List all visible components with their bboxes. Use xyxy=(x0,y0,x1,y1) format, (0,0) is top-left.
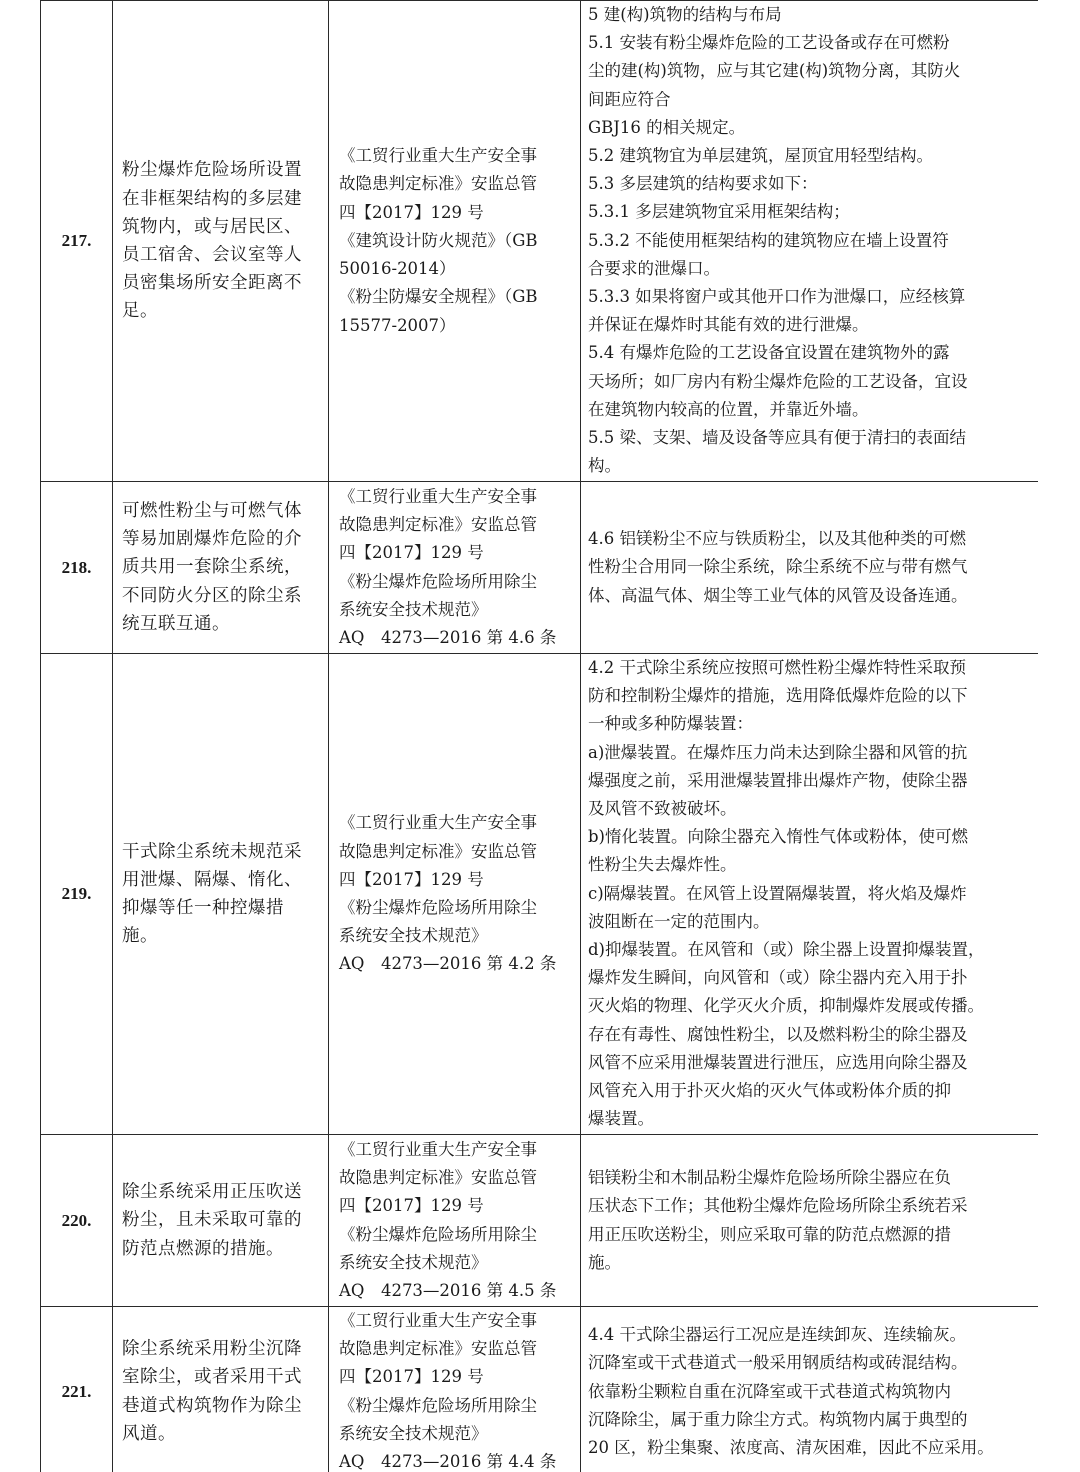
hazard-description-cell xyxy=(113,654,329,1135)
requirement-line: 合要求的泄爆口。 xyxy=(588,258,720,278)
requirement-line: GBJ16 的相关规定。 xyxy=(588,117,746,137)
requirement-line: 在建筑物内较高的位置，并靠近外墙。 xyxy=(588,399,869,419)
hazard-description-line: 等易加剧爆炸危险的介 xyxy=(122,529,302,550)
legal-basis-line: AQ 4273—2016 第 4.4 条 xyxy=(339,1452,557,1472)
table-row xyxy=(41,1307,1039,1472)
hazard-description-line: 粉尘爆炸危险场所设置 xyxy=(122,160,302,181)
requirement-cell xyxy=(581,654,1039,1135)
hazard-description-line: 足。 xyxy=(122,301,158,322)
requirement-line: c)隔爆装置。在风管上设置隔爆装置，将火焰及爆炸 xyxy=(588,883,967,903)
requirement-line: b)惰化装置。向除尘器充入惰性气体或粉体，使可燃 xyxy=(588,827,968,847)
requirement-line: 一种或多种防爆装置： xyxy=(588,714,753,734)
legal-basis-line: 四【2017】129 号 xyxy=(339,1367,484,1387)
table-row xyxy=(41,1135,1039,1307)
requirement-line: 压状态下工作；其他粉尘爆炸危险场所除尘系统若采 xyxy=(588,1196,968,1216)
item-number: 221. xyxy=(41,1307,113,1472)
legal-basis-line: 《建筑设计防火规范》（GB xyxy=(339,230,538,250)
requirement-line: 性粉尘合用同一除尘系统，除尘系统不应与带有燃气 xyxy=(588,557,968,577)
hazard-description-line: 施。 xyxy=(122,926,158,947)
legal-basis-line: 系统安全技术规范》 xyxy=(339,1252,488,1272)
hazard-description-line: 粉尘，且未采取可靠的 xyxy=(122,1210,302,1231)
requirement-line: 5.4 有爆炸危险的工艺设备宜设置在建筑物外的露 xyxy=(588,343,950,363)
requirement-line: 尘的建(构)筑物，应与其它建(构)筑物分离，其防火 xyxy=(588,61,961,81)
hazard-description-line: 用泄爆、隔爆、惰化、 xyxy=(122,869,302,890)
requirement-line: 灭火焰的物理、化学灭火介质，抑制爆炸发展或传播。 xyxy=(588,996,984,1016)
requirement-line: 爆强度之前，采用泄爆装置排出爆炸产物，使除尘器 xyxy=(588,770,968,790)
requirement-line: 天场所；如厂房内有粉尘爆炸危险的工艺设备，宜设 xyxy=(588,371,968,391)
hazard-description-line: 除尘系统采用正压吹送 xyxy=(122,1182,302,1203)
table-row xyxy=(41,654,1039,1135)
requirement-line: 施。 xyxy=(588,1252,621,1272)
legal-basis-line: 《粉尘爆炸危险场所用除尘 xyxy=(339,571,537,591)
requirement-line: 性粉尘失去爆炸性。 xyxy=(588,855,737,875)
legal-basis-line: 《工贸行业重大生产安全事 xyxy=(339,486,537,506)
document-page xyxy=(40,0,1038,1472)
hazard-description-line: 防范点燃源的措施。 xyxy=(122,1238,284,1259)
requirement-line: 4.4 干式除尘器运行工况应是连续卸灰、连续输灰。 xyxy=(588,1325,966,1345)
requirement-line: 4.6 铝镁粉尘不应与铁质粉尘，以及其他种类的可燃 xyxy=(588,529,966,549)
legal-basis-line: 50016-2014） xyxy=(339,259,456,279)
requirement-line: 5.3 多层建筑的结构要求如下： xyxy=(588,174,818,194)
legal-basis-line: 故隐患判定标准》安监总管 xyxy=(339,174,537,194)
item-number: 220. xyxy=(41,1135,113,1307)
legal-basis-line: 故隐患判定标准》安监总管 xyxy=(339,1168,537,1188)
hazard-description-line: 可燃性粉尘与可燃气体 xyxy=(122,500,302,521)
hazard-description-line: 除尘系统采用粉尘沉降 xyxy=(122,1339,302,1360)
legal-basis-line: 故隐患判定标准》安监总管 xyxy=(339,841,537,861)
hazard-description-cell xyxy=(113,1307,329,1472)
hazard-table xyxy=(40,0,1038,1472)
requirement-cell xyxy=(581,482,1039,654)
legal-basis-cell xyxy=(329,482,581,654)
requirement-line: 体、高温气体、烟尘等工业气体的风管及设备连通。 xyxy=(588,585,968,605)
legal-basis-cell xyxy=(329,654,581,1135)
table-row xyxy=(41,1,1039,482)
legal-basis-line: 《粉尘爆炸危险场所用除尘 xyxy=(339,1224,537,1244)
requirement-cell xyxy=(581,1135,1039,1307)
legal-basis-line: 《粉尘防爆安全规程》（GB xyxy=(339,287,538,307)
requirement-line: 波阻断在一定的范围内。 xyxy=(588,911,770,931)
legal-basis-cell xyxy=(329,1135,581,1307)
hazard-description-line: 质共用一套除尘系统， xyxy=(122,557,302,578)
hazard-table-body xyxy=(41,1,1039,1472)
legal-basis-line: 故隐患判定标准》安监总管 xyxy=(339,515,537,535)
legal-basis-line: 四【2017】129 号 xyxy=(339,543,484,563)
legal-basis-line: 《工贸行业重大生产安全事 xyxy=(339,146,537,166)
hazard-description-line: 巷道式构筑物作为除尘 xyxy=(122,1395,302,1416)
legal-basis-line: AQ 4273—2016 第 4.5 条 xyxy=(339,1280,557,1300)
requirement-line: 5.3.2 不能使用框架结构的建筑物应在墙上设置符 xyxy=(588,230,949,250)
hazard-description-line: 筑物内，或与居民区、 xyxy=(122,216,302,237)
item-number: 219. xyxy=(41,654,113,1135)
requirement-line: d)抑爆装置。在风管和（或）除尘器上设置抑爆装置， xyxy=(588,940,985,960)
hazard-description-line: 风道。 xyxy=(122,1423,176,1444)
requirement-line: 5.3.1 多层建筑物宜采用框架结构； xyxy=(588,202,850,222)
requirement-line: 防和控制粉尘爆炸的措施，选用降低爆炸危险的以下 xyxy=(588,686,968,706)
legal-basis-cell xyxy=(329,1,581,482)
requirement-line: 风管不应采用泄爆装置进行泄压，应选用向除尘器及 xyxy=(588,1052,968,1072)
hazard-description-cell xyxy=(113,1,329,482)
requirement-line: 及风管不致被破坏。 xyxy=(588,799,737,819)
requirement-line: 铝镁粉尘和木制品粉尘爆炸危险场所除尘器应在负 xyxy=(588,1168,951,1188)
legal-basis-line: 系统安全技术规范》 xyxy=(339,926,488,946)
requirement-line: 20 区，粉尘集聚、浓度高、清灰困难，因此不应采用。 xyxy=(588,1437,994,1457)
legal-basis-line: AQ 4273—2016 第 4.6 条 xyxy=(339,627,557,647)
legal-basis-line: 《工贸行业重大生产安全事 xyxy=(339,813,537,833)
legal-basis-line: 《工贸行业重大生产安全事 xyxy=(339,1311,537,1330)
requirement-line: 爆装置。 xyxy=(588,1109,654,1129)
legal-basis-cell xyxy=(329,1307,581,1472)
requirement-line: 用正压吹送粉尘，则应采取可靠的防范点燃源的措 xyxy=(588,1224,951,1244)
table-row xyxy=(41,482,1039,654)
requirement-line: 间距应符合 xyxy=(588,89,671,109)
requirement-line: a)泄爆装置。在爆炸压力尚未达到除尘器和风管的抗 xyxy=(588,742,968,762)
hazard-description-line: 不同防火分区的除尘系 xyxy=(122,585,302,606)
legal-basis-line: 故隐患判定标准》安监总管 xyxy=(339,1339,537,1359)
legal-basis-line: 四【2017】129 号 xyxy=(339,869,484,889)
hazard-description-line: 室除尘，或者采用干式 xyxy=(122,1367,302,1388)
requirement-line: 依靠粉尘颗粒自重在沉降室或干式巷道式构筑物内 xyxy=(588,1381,951,1401)
hazard-description-line: 在非框架结构的多层建 xyxy=(122,188,302,209)
item-number: 217. xyxy=(41,1,113,482)
requirement-line: 存在有毒性、腐蚀性粉尘，以及燃料粉尘的除尘器及 xyxy=(588,1024,968,1044)
legal-basis-line: 系统安全技术规范》 xyxy=(339,599,488,619)
hazard-description-line: 统互联互通。 xyxy=(122,613,230,634)
legal-basis-line: 四【2017】129 号 xyxy=(339,202,484,222)
item-number: 218. xyxy=(41,482,113,654)
hazard-description-line: 抑爆等任一种控爆措 xyxy=(122,898,284,918)
legal-basis-line: AQ 4273—2016 第 4.2 条 xyxy=(339,954,557,974)
requirement-line: 沉降室或干式巷道式一般采用钢质结构或砖混结构。 xyxy=(588,1353,968,1373)
watermark xyxy=(740,1452,930,1472)
legal-basis-line: 四【2017】129 号 xyxy=(339,1196,484,1216)
legal-basis-line: 《粉尘爆炸危险场所用除尘 xyxy=(339,898,537,917)
legal-basis-line: 系统安全技术规范》 xyxy=(339,1423,488,1443)
legal-basis-line: 15577-2007） xyxy=(339,315,456,335)
requirement-line: 5.3.3 如果将窗户或其他开口作为泄爆口，应经核算 xyxy=(588,287,966,307)
requirement-line: 风管充入用于扑灭火焰的灭火气体或粉体介质的抑 xyxy=(588,1081,951,1101)
hazard-description-cell xyxy=(113,482,329,654)
requirement-line: 爆炸发生瞬间，向风管和（或）除尘器内充入用于扑 xyxy=(588,968,968,988)
legal-basis-line: 《粉尘爆炸危险场所用除尘 xyxy=(339,1395,537,1415)
requirement-line: 5 建(构)筑物的结构与布局 xyxy=(588,5,782,24)
hazard-description-cell xyxy=(113,1135,329,1307)
requirement-line: 沉降除尘，属于重力除尘方式。构筑物内属于典型的 xyxy=(588,1409,968,1429)
requirement-line: 4.2 干式除尘系统应按照可燃性粉尘爆炸特性采取预 xyxy=(588,658,966,677)
hazard-description-line: 员工宿舍、会议室等人 xyxy=(122,245,302,265)
requirement-line: 5.5 梁、支架、墙及设备等应具有便于清扫的表面结 xyxy=(588,428,966,448)
legal-basis-line: 《工贸行业重大生产安全事 xyxy=(339,1139,537,1159)
requirement-line: 并保证在爆炸时其能有效的进行泄爆。 xyxy=(588,315,869,335)
requirement-cell xyxy=(581,1,1039,482)
requirement-line: 5.2 建筑物宜为单层建筑，屋顶宜用轻型结构。 xyxy=(588,146,933,166)
requirement-cell xyxy=(581,1307,1039,1472)
requirement-line: 构。 xyxy=(588,456,621,476)
hazard-description-line: 干式除尘系统未规范采 xyxy=(122,841,302,862)
hazard-description-line: 员密集场所安全距离不 xyxy=(122,273,302,294)
requirement-line: 5.1 安装有粉尘爆炸危险的工艺设备或存在可燃粉 xyxy=(588,33,950,53)
